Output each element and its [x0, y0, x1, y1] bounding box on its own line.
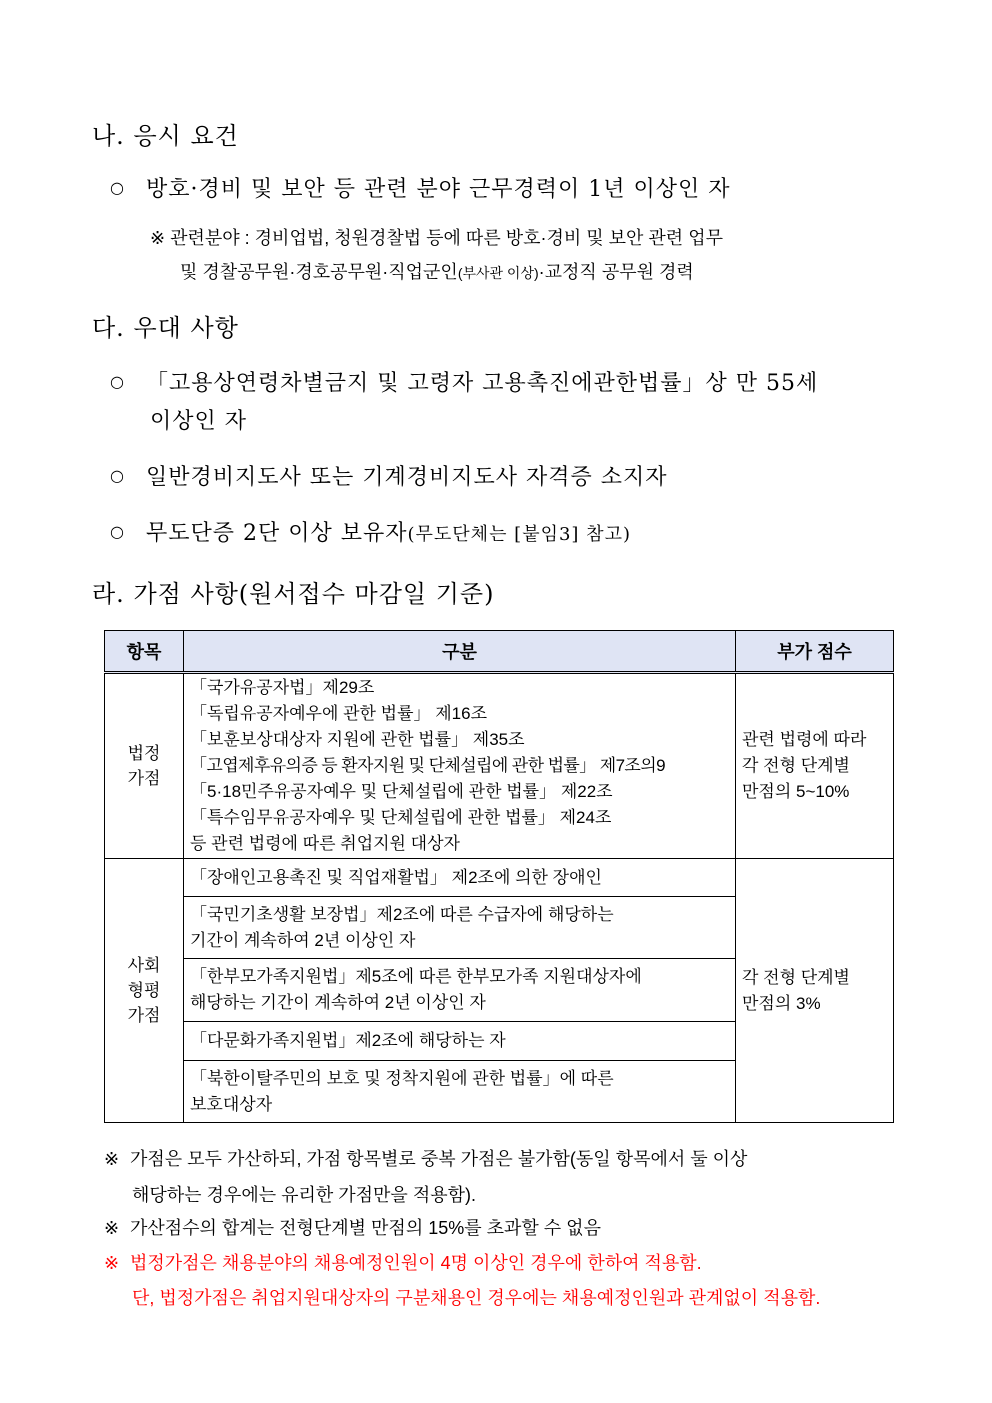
score-text: 관련 법령에 따라	[742, 730, 867, 749]
table-row-social	[105, 859, 894, 897]
law-item: 「한부모가족지원법」제5조에 따른 한부모가족 지원대상자에	[190, 967, 642, 986]
preference-text: 「고용상연령차별금지 및 고령자 고용촉진에관한법률」상 만 55세	[146, 371, 819, 396]
table-header-row	[105, 631, 894, 673]
category-label: 가점	[127, 769, 161, 788]
footnote-3-continuation: 단, 법정가점은 취업지원대상자의 구분채용인 경우에는 채용예정인원과 관계없이 적용함.	[132, 1288, 821, 1308]
law-item: 「북한이탈주민의 보호 및 정착지원에 관한 법률」에 따른	[190, 1068, 614, 1088]
requirement-note-line-1	[150, 224, 723, 250]
statutory-score	[736, 673, 894, 859]
law-item: 등 관련 법령에 따른 취업지원 대상자	[190, 834, 460, 853]
preference-item-continuation: 이상인 자	[150, 409, 248, 434]
note-text: ·교정직 공무원 경력	[538, 262, 694, 282]
score-text: 만점의 3%	[742, 993, 821, 1013]
social-item	[184, 859, 736, 897]
header-category: 항목	[105, 631, 184, 673]
law-item: 「특수임무유공자예우 및 단체설립에 관한 법률」 제24조	[190, 808, 612, 827]
preference-item	[110, 460, 668, 491]
requirement-note-line-2	[180, 258, 694, 284]
requirement-text: 방호·경비 및 보안 등 관련 분야 근무경력이 1년 이상인 자	[146, 177, 731, 202]
social-item	[184, 1061, 736, 1123]
category-social-equity	[105, 859, 184, 1123]
law-item: 「독립유공자예우에 관한 법률」 제16조	[190, 704, 487, 723]
social-item	[184, 1022, 736, 1061]
bullet-icon: ○	[110, 466, 125, 485]
note-text: 및 경찰공무원·경호공무원·직업군인	[180, 262, 458, 282]
law-item: 기간이 계속하여 2년 이상인 자	[190, 930, 416, 950]
category-label: 형평	[127, 981, 161, 1000]
category-label: 가점	[127, 1006, 161, 1025]
note-small-text: (부사관 이상)	[457, 265, 539, 281]
score-text: 만점의 5~10%	[742, 782, 850, 801]
social-score	[736, 859, 894, 1123]
social-item	[184, 897, 736, 959]
law-item: 「국가유공자법」제29조	[190, 678, 375, 697]
statutory-law-list	[184, 673, 736, 859]
preference-text: 일반경비지도사 또는 기계경비지도사 자격증 소지자	[146, 465, 668, 490]
category-label: 법정	[127, 744, 161, 763]
footnote-text: 가점은 모두 가산하되, 가점 항목별로 중복 가점은 불가함(동일 항목에서 둘 이상	[130, 1149, 748, 1169]
category-statutory	[105, 673, 184, 859]
section-title-requirements: 나. 응시 요건	[92, 122, 239, 150]
law-item: 「고엽제후유의증 등 환자지원 및 단체설립에 관한 법률」 제7조의9	[190, 756, 665, 775]
header-classification: 구분	[184, 631, 736, 673]
requirement-item	[110, 172, 730, 203]
preference-item	[110, 516, 631, 547]
reference-mark-icon: ※	[150, 228, 166, 248]
bullet-icon: ○	[110, 522, 125, 541]
footnote-text: 가산점수의 합계는 전형단계별 만점의 15%를 초과할 수 없음	[130, 1218, 601, 1238]
law-item: 「보훈보상대상자 지원에 관한 법률」 제35조	[190, 730, 525, 749]
preference-small-text: (무도단체는 [붙임3] 참고)	[407, 524, 631, 545]
section-title-bonus-points: 라. 가점 사항(원서접수 마감일 기준)	[92, 580, 495, 608]
footnote-1	[104, 1145, 747, 1171]
law-item: 「다문화가족지원법」제2조에 해당하는 자	[190, 1031, 506, 1050]
footnote-warning-text: 법정가점은 채용분야의 채용예정인원이 4명 이상인 경우에 한하여 적용함.	[130, 1253, 702, 1273]
bonus-points-table	[104, 630, 894, 1123]
footnote-3-warning	[104, 1249, 702, 1275]
header-bonus-score: 부가 점수	[736, 631, 894, 673]
law-item: 「5·18민주유공자예우 및 단체설립에 관한 법률」 제22조	[190, 782, 613, 801]
bullet-icon: ○	[110, 178, 125, 197]
bullet-icon: ○	[110, 372, 125, 391]
reference-mark-icon: ※	[104, 1149, 120, 1169]
section-title-preferences: 다. 우대 사항	[92, 314, 239, 342]
social-item	[184, 959, 736, 1022]
note-text: 관련분야 : 경비업법, 청원경찰법 등에 따른 방호·경비 및 보안 관련 업무	[170, 228, 723, 248]
law-item: 「국민기초생활 보장법」제2조에 따른 수급자에 해당하는	[190, 904, 614, 924]
score-text: 각 전형 단계별	[742, 967, 850, 987]
preference-item	[110, 366, 818, 397]
category-label: 사회	[127, 956, 161, 975]
reference-mark-icon: ※	[104, 1253, 120, 1273]
score-text: 각 전형 단계별	[742, 756, 850, 775]
reference-mark-icon: ※	[104, 1218, 120, 1238]
table-row-statutory	[105, 673, 894, 859]
preference-text: 무도단증 2단 이상 보유자	[146, 521, 408, 546]
footnote-2	[104, 1214, 601, 1240]
footnote-1-continuation: 해당하는 경우에는 유리한 가점만을 적용함).	[132, 1185, 476, 1205]
law-item: 「장애인고용촉진 및 직업재활법」 제2조에 의한 장애인	[190, 867, 602, 887]
law-item: 해당하는 기간이 계속하여 2년 이상인 자	[190, 993, 486, 1012]
law-item: 보호대상자	[190, 1094, 273, 1114]
